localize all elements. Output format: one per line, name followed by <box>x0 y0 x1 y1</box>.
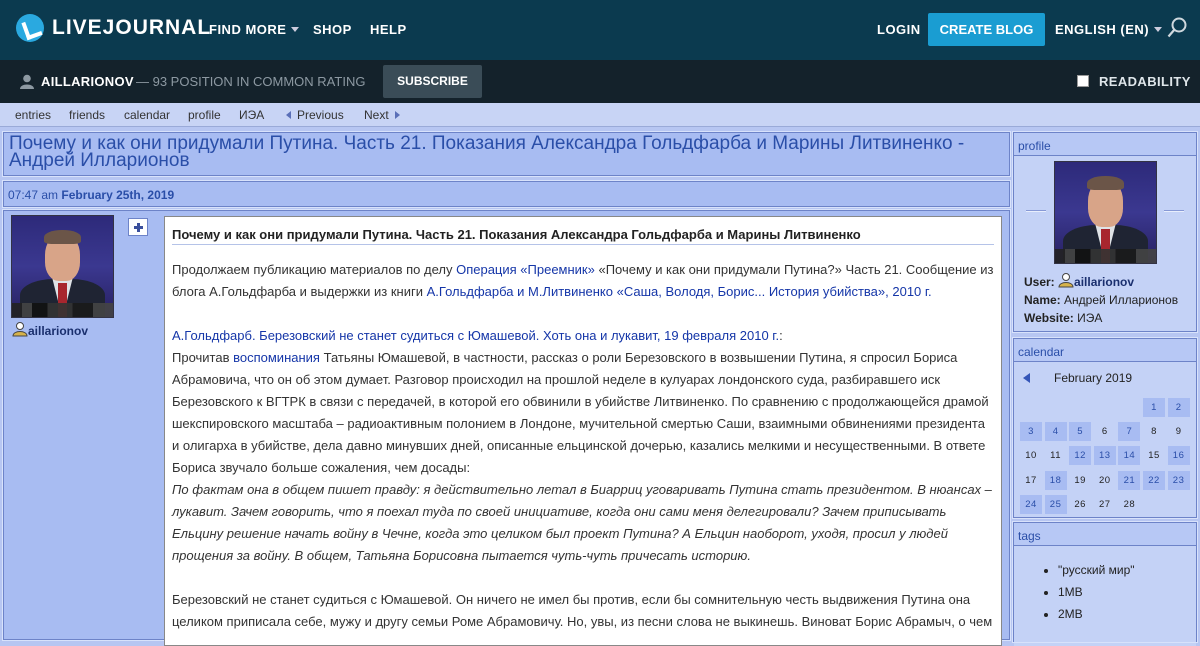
nav-profile[interactable]: profile <box>188 108 221 122</box>
calendar-prev-arrow-icon[interactable] <box>1023 373 1030 383</box>
previous-link[interactable] <box>286 108 344 122</box>
article-paragraph <box>172 325 994 347</box>
calendar-day[interactable]: 5 <box>1069 422 1091 441</box>
next-label: Next <box>364 108 389 122</box>
create-blog-button[interactable]: CREATE BLOG <box>928 13 1045 46</box>
calendar-day[interactable]: 3 <box>1020 422 1042 441</box>
owner-username[interactable]: AILLARIONOV <box>41 74 134 89</box>
calendar-day[interactable]: 25 <box>1045 495 1067 514</box>
tag-item[interactable]: • "русский мир" <box>1058 559 1196 581</box>
divider <box>1164 210 1184 212</box>
paragraph-gap <box>172 303 994 325</box>
profile-name-row <box>1024 293 1178 307</box>
nav-calendar[interactable]: calendar <box>124 108 171 122</box>
owner-rating: — 93 POSITION IN COMMON RATING <box>136 74 366 89</box>
profile-username-link[interactable]: aillarionov <box>1074 275 1135 289</box>
calendar-day[interactable]: 13 <box>1094 446 1116 465</box>
journal-owner-bar <box>0 60 1200 103</box>
nav-iea[interactable]: ИЭА <box>239 108 265 122</box>
calendar-day: 26 <box>1074 498 1086 510</box>
calendar-widget-header: calendar <box>1014 339 1196 362</box>
website-label: Website: <box>1024 311 1074 325</box>
calendar-day: 10 <box>1025 450 1037 462</box>
article-link[interactable]: А.Гольдфарб. Березовский не станет судиться с Юмашевой. Хоть она и лукавит, 19 февраля 2010 г. <box>172 328 780 343</box>
tags-list <box>1014 559 1196 625</box>
arrow-left-icon <box>286 111 291 119</box>
profile-website-row <box>1024 311 1102 325</box>
calendar-widget <box>1013 338 1197 518</box>
previous-label: Previous <box>297 108 344 122</box>
paragraph-text: Прочитав <box>172 350 234 365</box>
article-paragraph: Березовский не станет судиться с Юмашевой. Он ничего не имел бы против, если бы сомнительную честь выдвижения Путина она целиком приписала себе, мужу и другу семьи Роме Абрамовичу. Но, увы, из песни слова не выкинешь. Виноват Борис Абрамыч, о чем <box>172 592 993 629</box>
chevron-down-icon <box>291 27 299 32</box>
subscribe-button[interactable]: SUBSCRIBE <box>383 65 482 98</box>
expand-plus-icon[interactable] <box>128 218 148 236</box>
nav-find-more-label: FIND MORE <box>209 22 287 37</box>
calendar-day[interactable]: 24 <box>1020 495 1042 514</box>
login-link[interactable]: LOGIN <box>877 22 921 37</box>
article-link[interactable]: воспоминания <box>233 350 320 365</box>
calendar-day: 19 <box>1074 474 1086 486</box>
tag-item[interactable]: • 1MB <box>1058 581 1196 603</box>
article-link[interactable]: А.Гольдфарба и М.Литвиненко «Саша, Володя, Борис... История убийства», 2010 г. <box>426 284 932 299</box>
livejournal-logo[interactable] <box>16 14 211 42</box>
calendar-month: February 2019 <box>1054 371 1133 385</box>
tags-widget-body <box>1014 546 1196 646</box>
entry-time: 07:47 am <box>8 188 59 202</box>
entry-date-box <box>3 181 1010 207</box>
calendar-day[interactable]: 14 <box>1118 446 1140 465</box>
userpic-microphones <box>12 303 113 317</box>
paragraph-text: : <box>779 328 783 343</box>
profile-widget-header: profile <box>1014 133 1196 156</box>
profile-widget-body <box>1014 156 1196 331</box>
article-paragraph <box>172 259 994 303</box>
calendar-day[interactable]: 2 <box>1168 398 1190 417</box>
entry-title[interactable]: Почему и как они придумали Путина. Часть 21. Показания Александра Гольдфарба и Марины Литвиненко - Андрей Илларионов <box>9 133 965 171</box>
nav-help[interactable]: HELP <box>370 22 407 37</box>
calendar-day[interactable]: 18 <box>1045 471 1067 490</box>
userpic-hair <box>44 230 80 244</box>
lj-user-icon <box>1058 273 1074 288</box>
calendar-day[interactable]: 4 <box>1045 422 1067 441</box>
userpic-hair <box>1087 176 1123 190</box>
author-username: aillarionov <box>28 324 89 338</box>
paragraph-text: Продолжаем публикацию материалов по делу <box>172 262 457 277</box>
language-label: ENGLISH (EN) <box>1055 22 1150 37</box>
calendar-day[interactable]: 7 <box>1118 422 1140 441</box>
calendar-day[interactable]: 21 <box>1118 471 1140 490</box>
article-quote: По фактам она в общем пишет правду: я действительно летал в Биарриц уговаривать Путина стать президентом. В нюансах – лукавит. Зачем говорить, что я поехал туда по своей инициативе, когда они сами меня делегировали? Зачем приписывать Ельцину решение начать войну в Чечне, когда это целиком был проект Путина? А Ельцин наоборот, уходя, просил у людей прощения за войну. В общем, Татьяна Борисовна пытается чуть-чуть причесать историю. <box>172 482 992 563</box>
tags-widget-header: tags <box>1014 523 1196 546</box>
userpic-microphones <box>1055 249 1156 263</box>
tag-item[interactable]: • 2MB <box>1058 603 1196 625</box>
author-link[interactable] <box>12 322 88 338</box>
readability-toggle[interactable] <box>1077 74 1191 89</box>
paragraph-text: «Почему и как они придумали Путина?» Часть 21. Сообщение из блога А.Гольдфарба и выдержки из книги <box>172 262 994 299</box>
calendar-day: 8 <box>1151 426 1157 438</box>
calendar-day: 27 <box>1099 498 1111 510</box>
readability-checkbox[interactable] <box>1077 75 1089 87</box>
name-label: Name: <box>1024 293 1061 307</box>
nav-entries[interactable]: entries <box>15 108 52 122</box>
calendar-widget-body <box>1014 362 1196 517</box>
profile-widget <box>1013 132 1197 332</box>
nav-find-more[interactable] <box>209 22 299 37</box>
lj-user-icon <box>12 322 28 337</box>
user-icon <box>20 74 34 89</box>
profile-userpic[interactable] <box>1054 161 1157 264</box>
chevron-down-icon <box>1154 27 1162 32</box>
entry-date[interactable]: February 25th, 2019 <box>61 188 175 202</box>
tags-widget <box>1013 522 1197 642</box>
site-header <box>0 0 1200 60</box>
paragraph-gap <box>172 567 994 589</box>
name-value: Андрей Илларионов <box>1064 293 1179 307</box>
author-userpic[interactable] <box>11 215 114 318</box>
arrow-right-icon <box>395 111 400 119</box>
nav-friends[interactable]: friends <box>69 108 106 122</box>
calendar-day: 15 <box>1148 450 1160 462</box>
nav-shop[interactable]: SHOP <box>313 22 352 37</box>
calendar-day[interactable]: 23 <box>1168 471 1190 490</box>
livejournal-logo-icon <box>16 14 44 42</box>
entry-title-box <box>3 132 1010 176</box>
article-paragraph <box>172 347 994 479</box>
article-link[interactable]: Операция «Преемник» <box>456 262 595 277</box>
paragraph-text: Татьяны Юмашевой, в частности, рассказ о роли Березовского в возвышении Путина, я спросил Бориса Абрамовича, что он об этом думает. Разговор происходил на прошлой неделе в кулуарах лондонского суда, разбиравшего иск Березовского к ВГТРК в связи с передачей, в которой его обвинили в убийстве Литвиненко. По сравнению с продолжающейся драмой шекспировского масштаба – радиоактивным полонием в Лондоне, мучительной смертью Саши, взаимными обвинениями президента и олигарха в убийстве, дела давно минувших дней, описанные ельцинской дочерью, казались мелкими и несущественными. В ответе Бориса звучало больше сожаления, чем досады: <box>172 350 989 475</box>
profile-user-row <box>1024 273 1134 289</box>
calendar-day: 11 <box>1050 450 1062 462</box>
language-selector[interactable] <box>1055 22 1162 37</box>
calendar-day: 17 <box>1025 474 1037 486</box>
calendar-day[interactable]: 12 <box>1069 446 1091 465</box>
journal-nav <box>0 103 1200 127</box>
calendar-day[interactable]: 16 <box>1168 446 1190 465</box>
calendar-day[interactable]: 1 <box>1143 398 1165 417</box>
calendar-day: 9 <box>1175 426 1182 438</box>
user-label: User: <box>1024 275 1055 289</box>
logo-text: LIVEJOURNAL <box>52 16 212 39</box>
next-link[interactable] <box>364 108 400 122</box>
search-icon[interactable] <box>1167 17 1187 39</box>
entry-box <box>3 210 1010 640</box>
website-link[interactable]: ИЭА <box>1077 311 1103 325</box>
readability-label: READABILITY <box>1099 74 1191 89</box>
calendar-day: 28 <box>1123 498 1136 510</box>
entry-article <box>164 216 1002 646</box>
calendar-day[interactable]: 22 <box>1143 471 1165 490</box>
divider <box>1026 210 1046 212</box>
article-title: Почему и как они придумали Путина. Часть 21. Показания Александра Гольдфарба и Марины Литвиненко <box>172 226 994 245</box>
calendar-day: 6 <box>1101 426 1108 438</box>
calendar-day: 20 <box>1099 474 1111 486</box>
